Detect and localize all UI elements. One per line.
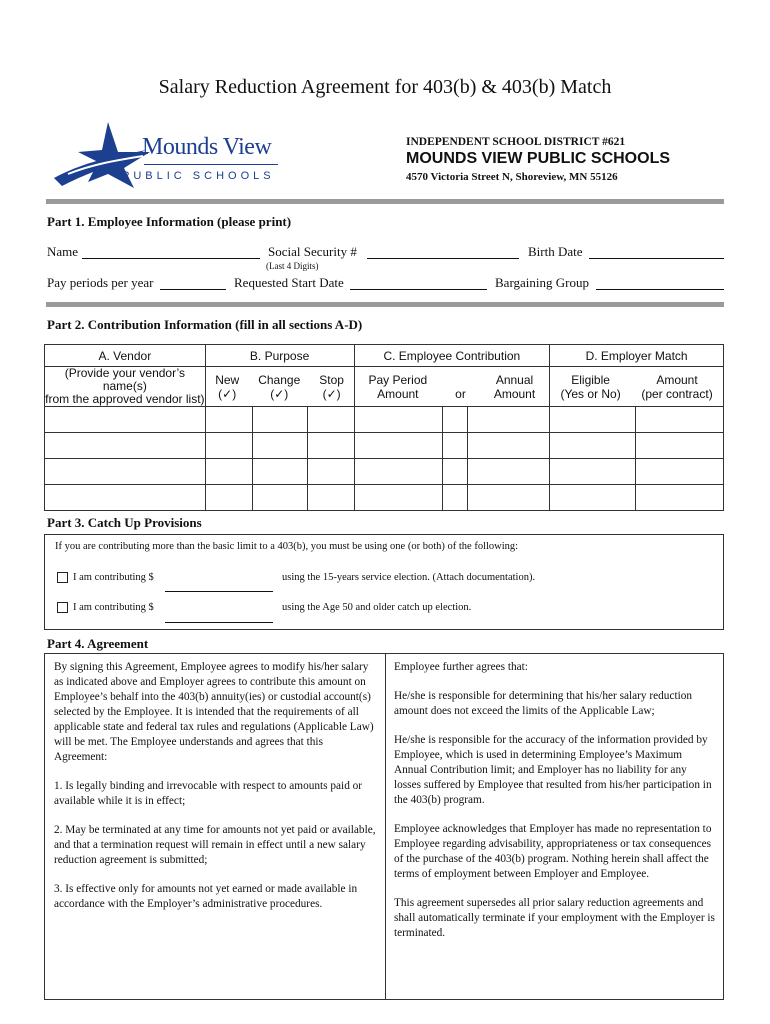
schools-name: MOUNDS VIEW PUBLIC SCHOOLS bbox=[406, 150, 671, 167]
table-row bbox=[45, 459, 724, 485]
contribution-table bbox=[44, 344, 724, 511]
change-label: Change bbox=[258, 372, 301, 387]
stop-cell[interactable] bbox=[307, 459, 354, 485]
birth-label: Birth Date bbox=[528, 244, 583, 259]
eligible-cell[interactable] bbox=[550, 433, 636, 459]
ssn-field[interactable] bbox=[367, 244, 519, 259]
vendor-cell[interactable] bbox=[45, 433, 206, 459]
eligible-label: Eligible bbox=[571, 372, 610, 387]
logo-sub: PUBLIC SCHOOLS bbox=[122, 170, 275, 182]
vendor-note bbox=[45, 367, 206, 407]
vendor-note-line: (Provide your vendor’s name(s) bbox=[64, 366, 185, 393]
part2-heading: Part 2. Contribution Information (fill in all sections A-D) bbox=[47, 317, 363, 332]
district-logo bbox=[48, 120, 288, 190]
table-row bbox=[45, 485, 724, 511]
new-label: New bbox=[215, 372, 240, 387]
col-b-header: B. Purpose bbox=[205, 345, 354, 367]
new-cell[interactable] bbox=[205, 407, 252, 433]
agreement-paragraph: He/she is responsible for the accuracy of the information provided by Employee, which is used in determining Employee’s Maximum Annual Contribution limit; and Employer has no liability for any losses suffered by Employee that resulted from his/her participation in the 403(b) program. bbox=[394, 734, 712, 806]
match-amount-cell[interactable] bbox=[636, 407, 724, 433]
part1-heading: Part 1. Employee Information (please print) bbox=[47, 214, 292, 229]
match-amount-cell[interactable] bbox=[636, 433, 724, 459]
catch-up-intro: If you are contributing more than the basic limit to a 403(b), you must be using one (or both) of the following: bbox=[55, 541, 519, 552]
amount-label: Amount bbox=[377, 386, 419, 401]
or-cell bbox=[443, 433, 468, 459]
district-address: 4570 Victoria Street N, Shoreview, MN 55126 bbox=[406, 171, 618, 183]
new-cell[interactable] bbox=[205, 459, 252, 485]
or-label: or bbox=[455, 386, 466, 401]
stop-cell[interactable] bbox=[307, 485, 354, 511]
vendor-note-line: from the approved vendor list) bbox=[45, 392, 205, 406]
agreement-left-column bbox=[54, 660, 376, 926]
pay-periods-field[interactable] bbox=[160, 275, 226, 290]
catch-up-box bbox=[44, 534, 724, 630]
annual-cell[interactable] bbox=[468, 485, 550, 511]
eligible-cell[interactable] bbox=[550, 485, 636, 511]
check-label: (✓) bbox=[218, 386, 237, 401]
stop-cell[interactable] bbox=[307, 407, 354, 433]
match-amount-cell[interactable] bbox=[636, 485, 724, 511]
agreement-paragraph: Employee further agrees that: bbox=[394, 661, 528, 673]
or-cell bbox=[443, 407, 468, 433]
per-contract-label: (per contract) bbox=[641, 386, 713, 401]
pay-periods-label: Pay periods per year bbox=[47, 275, 154, 290]
contribution-subheaders bbox=[354, 367, 550, 407]
amount-label: Amount bbox=[493, 386, 536, 401]
agreement-paragraph: He/she is responsible for determining that his/her salary reduction amount does not exceed the limits of the Applicable Law; bbox=[394, 690, 693, 717]
divider bbox=[46, 302, 724, 307]
agreement-paragraph: By signing this Agreement, Employee agrees to modify his/her salary as indicated above and Employer agrees to contribute this amount on Employee’s behalf into the 403(b) annuity(ies) or custodial account(s) selected by the Employee. It is intended that the requirements of all applicable state and federal tax rules and regulations (Applicable Law) will be met. The Employee understands and agrees that this Agreement: bbox=[54, 661, 374, 763]
or-cell bbox=[443, 485, 468, 511]
yes-no-label: (Yes or No) bbox=[560, 386, 621, 401]
option1-text: using the 15-years service election. (Attach documentation). bbox=[282, 572, 536, 583]
new-cell[interactable] bbox=[205, 433, 252, 459]
change-cell[interactable] bbox=[252, 433, 307, 459]
stop-cell[interactable] bbox=[307, 433, 354, 459]
name-label: Name bbox=[47, 244, 79, 259]
annual-cell[interactable] bbox=[468, 407, 550, 433]
birth-field[interactable] bbox=[589, 244, 724, 259]
agreement-paragraph: 2. May be terminated at any time for amounts not yet paid or available, and that a termination request will remain in effect until a new salary reduction agreement is submitted; bbox=[54, 824, 376, 866]
start-field[interactable] bbox=[350, 275, 487, 290]
divider bbox=[46, 199, 724, 204]
part4-heading: Part 4. Agreement bbox=[47, 636, 149, 651]
purpose-subheaders bbox=[205, 367, 354, 407]
option1-amount-field[interactable] bbox=[165, 577, 273, 592]
or-cell bbox=[443, 459, 468, 485]
ssn-label: Social Security # bbox=[268, 244, 357, 259]
pay-period-cell[interactable] bbox=[354, 485, 443, 511]
option1-checkbox[interactable] bbox=[57, 572, 68, 583]
option1-label: I am contributing $ bbox=[73, 572, 154, 583]
vendor-cell[interactable] bbox=[45, 459, 206, 485]
logo-name: Mounds View bbox=[142, 134, 272, 160]
pay-period-label: Pay Period bbox=[368, 372, 428, 387]
eligible-cell[interactable] bbox=[550, 407, 636, 433]
match-amount-cell[interactable] bbox=[636, 459, 724, 485]
col-c-header: C. Employee Contribution bbox=[354, 345, 550, 367]
part3-heading: Part 3. Catch Up Provisions bbox=[47, 515, 202, 530]
change-cell[interactable] bbox=[252, 459, 307, 485]
group-field[interactable] bbox=[596, 275, 724, 290]
annual-cell[interactable] bbox=[468, 433, 550, 459]
table-row bbox=[45, 433, 724, 459]
col-a-header: A. Vendor bbox=[45, 345, 206, 367]
option2-checkbox[interactable] bbox=[57, 602, 68, 613]
option2-amount-field[interactable] bbox=[165, 608, 273, 623]
match-amount-label: Amount bbox=[656, 372, 698, 387]
name-field[interactable] bbox=[82, 244, 260, 259]
pay-period-cell[interactable] bbox=[354, 407, 443, 433]
agreement-right-column bbox=[394, 660, 716, 955]
start-label: Requested Start Date bbox=[234, 275, 344, 290]
district-name: INDEPENDENT SCHOOL DISTRICT #621 bbox=[406, 136, 626, 148]
form-title: Salary Reduction Agreement for 403(b) & 403(b) Match bbox=[158, 76, 612, 98]
group-label: Bargaining Group bbox=[495, 275, 589, 290]
agreement-paragraph: This agreement supersedes all prior salary reduction agreements and shall automatically terminate if your employment with the Employer is terminated. bbox=[394, 897, 715, 939]
pay-period-cell[interactable] bbox=[354, 459, 443, 485]
vendor-cell[interactable] bbox=[45, 407, 206, 433]
check-label: (✓) bbox=[322, 386, 341, 401]
annual-label: Annual bbox=[495, 372, 534, 387]
check-label: (✓) bbox=[270, 386, 289, 401]
agreement-paragraph: Employee acknowledges that Employer has made no representation to Employee regarding advisability, appropriateness or tax consequences of the purchase of the 403(b) program. Nothing herein shall affect the terms of employment between Employer and Employee. bbox=[394, 823, 712, 880]
eligible-cell[interactable] bbox=[550, 459, 636, 485]
new-cell[interactable] bbox=[205, 485, 252, 511]
annual-cell[interactable] bbox=[468, 459, 550, 485]
agreement-box bbox=[44, 653, 724, 1000]
col-d-header: D. Employer Match bbox=[550, 345, 724, 367]
pay-period-cell[interactable] bbox=[354, 433, 443, 459]
match-subheaders bbox=[550, 367, 724, 407]
vendor-cell[interactable] bbox=[45, 485, 206, 511]
change-cell[interactable] bbox=[252, 407, 307, 433]
agreement-paragraph: 3. Is effective only for amounts not yet earned or made available in accordance with the Employer’s administrative procedures. bbox=[54, 883, 358, 910]
change-cell[interactable] bbox=[252, 485, 307, 511]
table-row bbox=[45, 407, 724, 433]
option2-label: I am contributing $ bbox=[73, 602, 154, 613]
ssn-note: (Last 4 Digits) bbox=[266, 261, 319, 271]
agreement-paragraph: 1. Is legally binding and irrevocable with respect to amounts paid or available while it is in effect; bbox=[54, 780, 363, 807]
stop-label: Stop bbox=[319, 372, 344, 387]
option2-text: using the Age 50 and older catch up election. bbox=[282, 602, 472, 613]
